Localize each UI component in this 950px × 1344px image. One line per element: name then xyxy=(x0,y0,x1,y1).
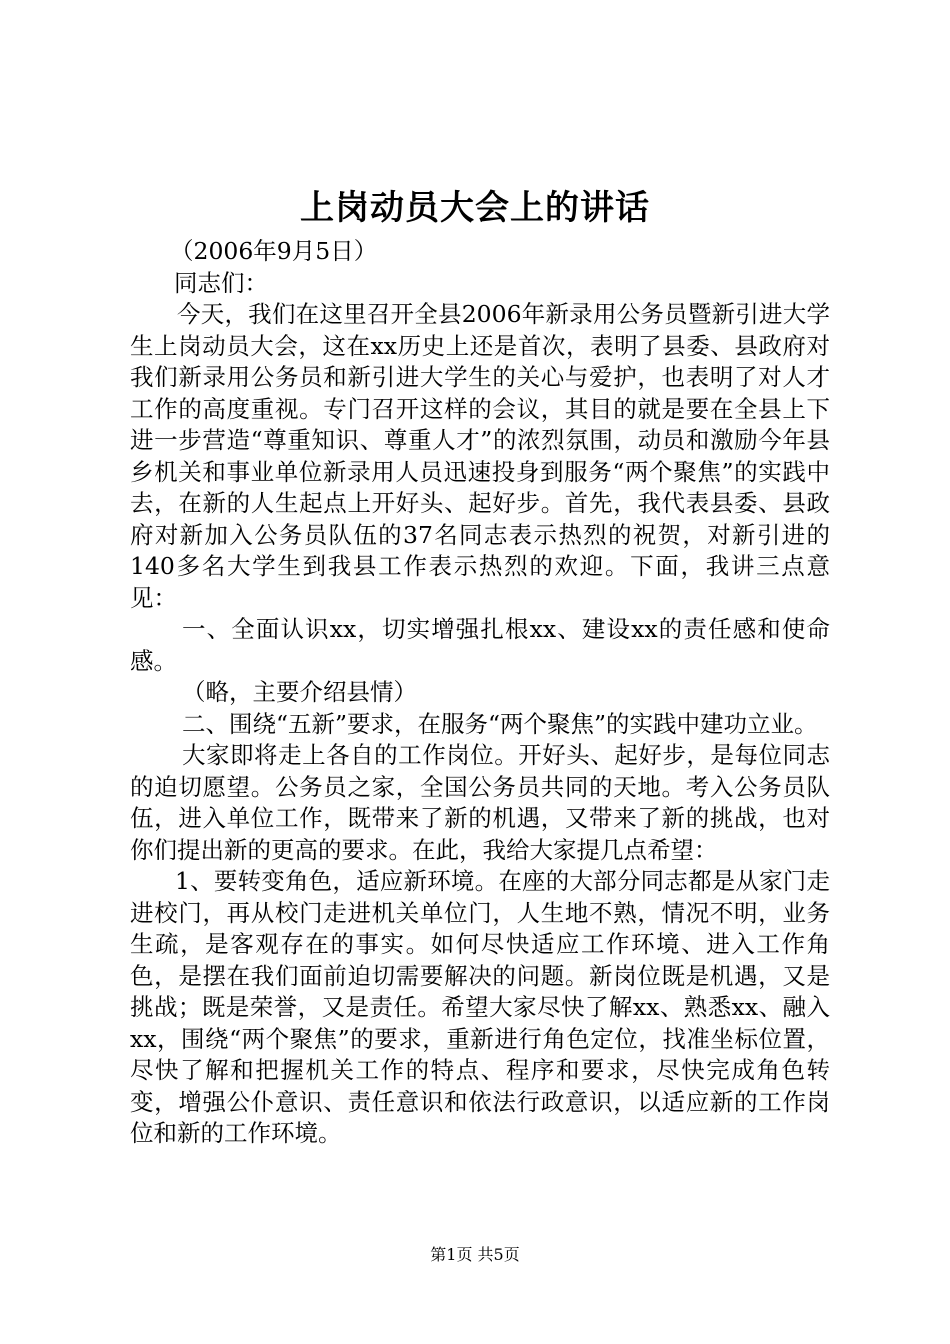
section-note-1: （略，主要介绍县情） xyxy=(182,678,417,706)
page-number: 第1页 共5页 xyxy=(430,1245,520,1264)
paragraph-expectations: 大家即将走上各自的工作岗位。开好头、起好步，是每位同志的迫切愿望。公务员之家，全国公务员共同的天地。考入公务员队伍，进入单位工作，既带来了新的机遇，又带来了新的挑战，也对你们提出新的更高的要求。在此，我给大家提几点希望： xyxy=(130,741,830,864)
date-line: （2006年9月5日） xyxy=(170,237,378,265)
section-heading-1: 一、全面认识xx，切实增强扎根xx、建设xx的责任感和使命感。 xyxy=(130,615,830,675)
paragraph-opening: 今天，我们在这里召开全县2006年新录用公务员暨新引进大学生上岗动员大会，这在xx历史上还是首次，表明了县委、县政府对我们新录用公务员和新引进大学生的关心与爱护，也表明了对人才工作的高度重视。专门召开这样的会议，其目的就是要在全县上下进一步营造“尊重知识、尊重人才”的浓烈氛围，动员和激励今年县乡机关和事业单位新录用人员迅速投身到服务“两个聚焦”的实践中去，在新的人生起点上开好头、起好步。首先，我代表县委、县政府对新加入公务员队伍的37名同志表示热烈的祝贺，对新引进的140多名大学生到我县工作表示热烈的欢迎。下面，我讲三点意见： xyxy=(130,300,830,612)
document-title: 上岗动员大会上的讲话 xyxy=(300,188,650,228)
list-item-1: 1、要转变角色，适应新环境。在座的大部分同志都是从家门走进校门，再从校门走进机关单位门，人生地不熟，情况不明，业务生疏，是客观存在的事实。如何尽快适应工作环境、进入工作角色，是摆在我们面前迫切需要解决的问题。新岗位既是机遇，又是挑战；既是荣誉，又是责任。希望大家尽快了解xx、熟悉xx、融入xx，围绕“两个聚焦”的要求，重新进行角色定位，找准坐标位置，尽快了解和把握机关工作的特点、程序和要求，尽快完成角色转变，增强公仆意识、责任意识和依法行政意识，以适应新的工作岗位和新的工作环境。 xyxy=(130,867,830,1147)
salutation: 同志们： xyxy=(174,268,268,297)
document-body xyxy=(130,236,830,1150)
section-heading-2: 二、围绕“五新”要求，在服务“两个聚焦”的实践中建功立业。 xyxy=(182,709,818,738)
